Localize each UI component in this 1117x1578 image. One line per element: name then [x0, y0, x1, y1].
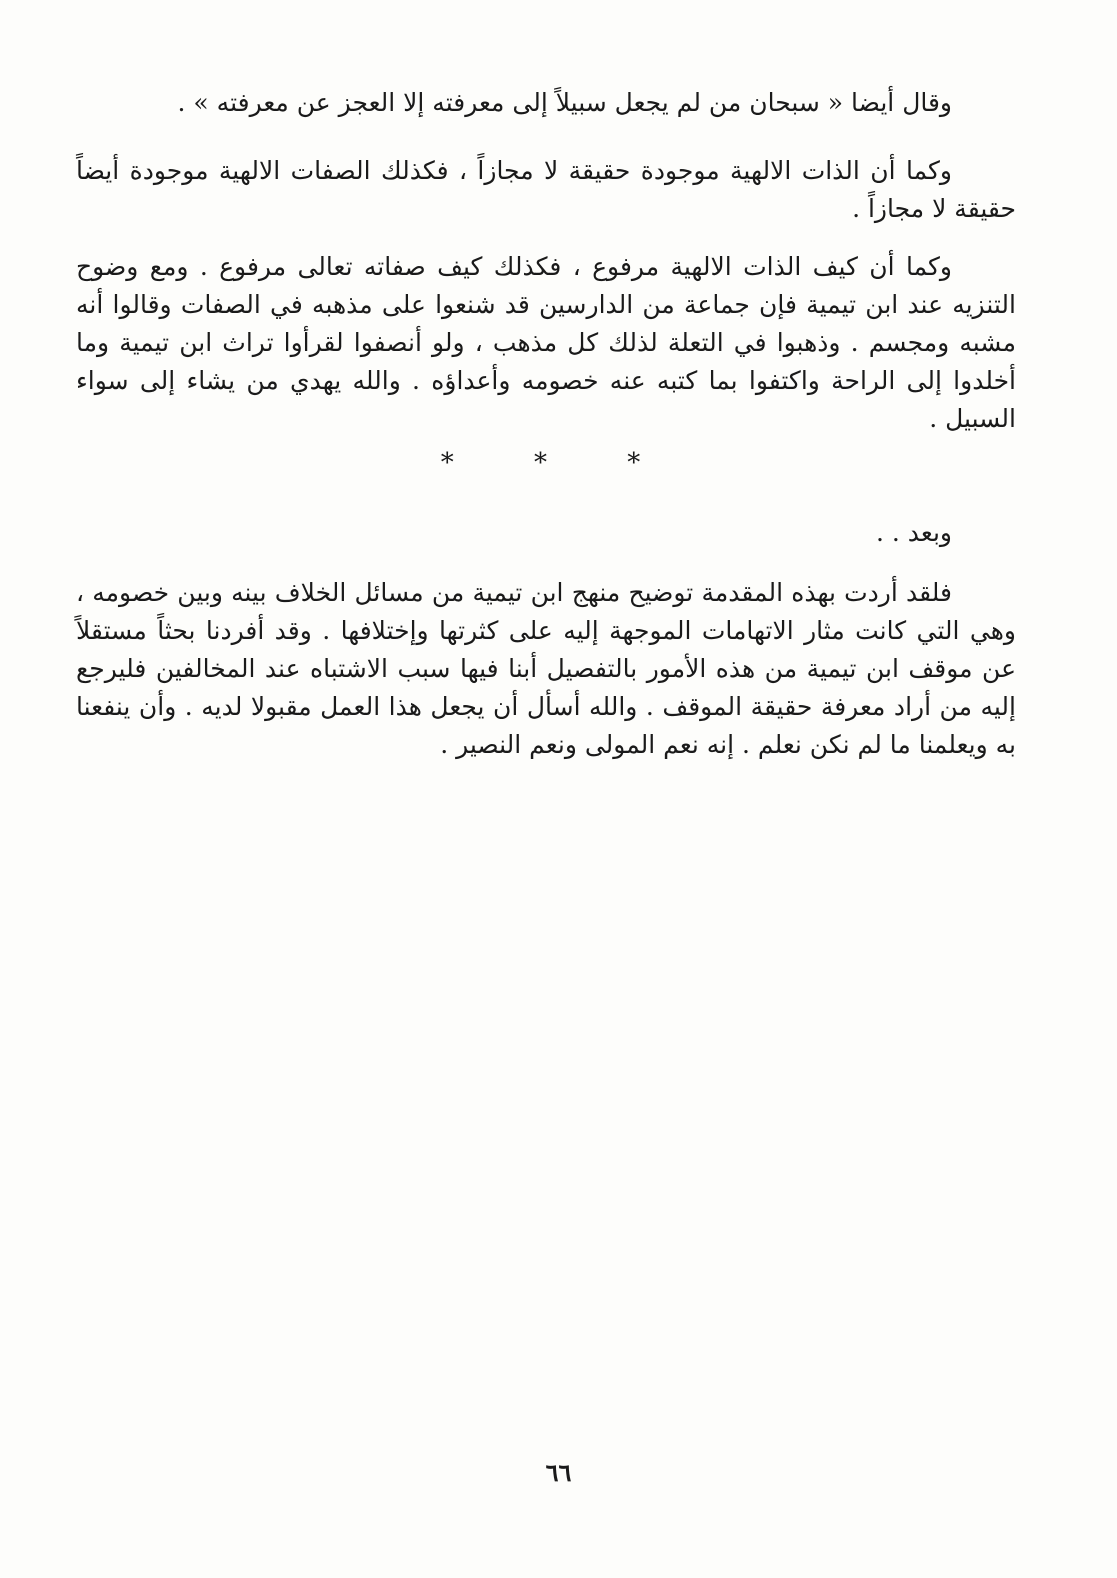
paragraph-quote	[76, 84, 1016, 122]
page-number: ٦٦	[545, 1458, 572, 1487]
paragraph-wabaad	[76, 514, 1016, 552]
paragraph-text: وكما أن الذات الالهية موجودة حقيقة لا مجازاً ، فكذلك الصفات الالهية موجودة أيضاً حقيقة لا مجازاً .	[76, 156, 1016, 223]
paragraph-attributes	[76, 152, 1016, 228]
paragraph-text: وبعد . .	[875, 518, 952, 547]
paragraph-tanzih	[76, 248, 1016, 438]
paragraph-text: فلقد أردت بهذه المقدمة توضيح منهج ابن تيمية من مسائل الخلاف بينه وبين خصومه ، وهي التي كانت مثار الاتهامات الموجهة إليه على كثرتها وإختلافها . وقد أفردنا بحثاً مستقلاً عن موقف ابن تيمية من هذه الأمور بالتفصيل أبنا فيها سبب الاشتباه عند المخالفين فليرجع إليه من أراد معرفة حقيقة الموقف . والله أسأل أن يجعل هذا العمل مقبولا لديه . وأن ينفعنا به ويعلمنا ما لم نكن نعلم . إنه نعم المولى ونعم النصير .	[76, 578, 1016, 759]
paragraph-text: وكما أن كيف الذات الالهية مرفوع ، فكذلك كيف صفاته تعالى مرفوع . ومع وضوح التنزيه عند ابن تيمية فإن جماعة من الدارسين قد شنعوا على مذهبه في الصفات وقالوا أنه مشبه ومجسم . وذهبوا في التعلة لذلك كل مذهب ، ولو أنصفوا لقرأوا تراث ابن تيمية وما أخلدوا إلى الراحة واكتفوا بما كتبه عنه خصومه وأعداؤه . والله يهدي من يشاء إلى سواء السبيل .	[76, 252, 1016, 433]
paragraph-text: وقال أيضا « سبحان من لم يجعل سبيلاً إلى معرفته إلا العجز عن معرفته » .	[177, 88, 952, 117]
paragraph-conclusion	[76, 574, 1016, 764]
section-separator: * * *	[440, 448, 677, 478]
